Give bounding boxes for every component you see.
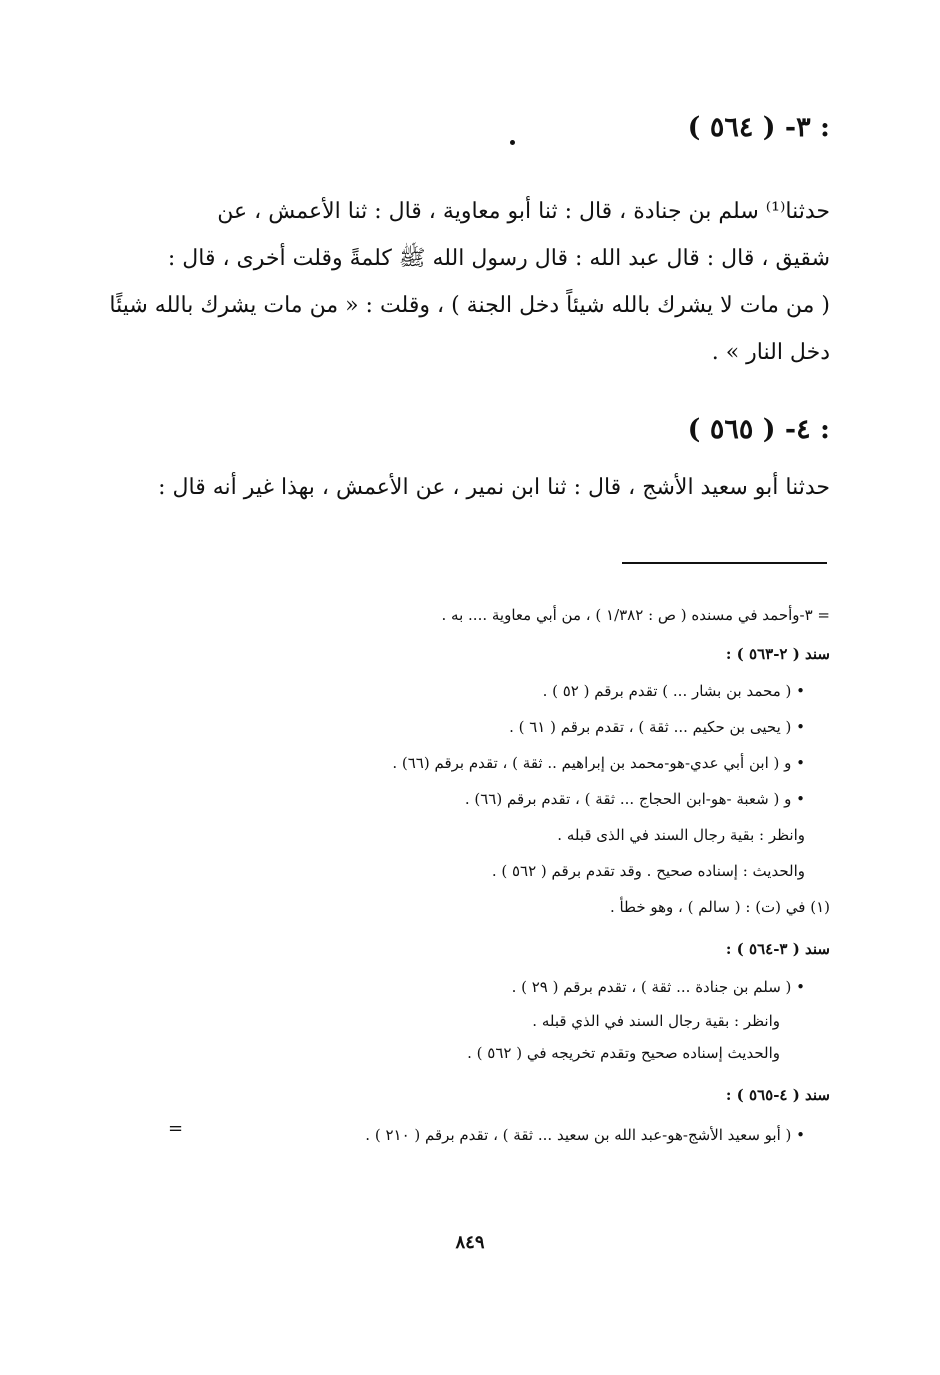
hadith-text-564 (109, 188, 830, 376)
footnote-line: • و ( ابن أبي عدي-هو-محمد بن إبراهيم .. ثقة ) ، تقدم برقم (٦٦) . (392, 754, 805, 772)
continuation-mark: = (168, 1118, 184, 1139)
footnote-line: والحديث إسناده صحيح وتقدم تخريجه في ( ٥٦٢ ) . (467, 1044, 780, 1062)
hadith-564-line-2: شقيق ، قال : قال عبد الله : قال رسول الله ﷺ كلمةً وقلت أخرى ، قال : (167, 246, 830, 271)
footnote-line: والحديث : إسناده صحيح . وقد تقدم برقم ( ٥٦٢ ) . (491, 862, 805, 880)
page-number: ٨٤٩ (455, 1232, 485, 1253)
hadith-564-line-1: حدثنا⁽¹⁾ سلم بن جنادة ، قال : ثنا أبو معاوية ، قال : ثنا الأعمش ، عن (217, 199, 830, 224)
hadith-heading-565: ٤- ( ٥٦٥ ) : (687, 414, 830, 445)
ink-speck (510, 140, 515, 145)
hadith-text-565 (160, 464, 830, 511)
hadith-565-line-1: حدثنا أبو سعيد الأشج ، قال : ثنا ابن نمير ، عن الأعمش ، بهذا غير أنه قال : (158, 475, 830, 500)
footnote-line: • ( سلم بن جنادة ... ثقة ) ، تقدم برقم ( ٢٩ ) . (511, 978, 805, 996)
footnote-line: وانظر : بقية رجال السند في الذى قبله . (557, 826, 805, 844)
footnote-line: • ( يحيى بن حكيم ... ثقة ) ، تقدم برقم ( ٦١ ) . (509, 718, 805, 736)
footnote-line: (١) في (ت) : ( سالم ) ، وهو خطأ . (609, 898, 830, 916)
footnote-heading: سند ( ٤-٥٦٥ ) : (725, 1086, 830, 1104)
hadith-heading-564: ٣- ( ٥٦٤ ) : (687, 112, 830, 143)
footnote-line: • ( أبو سعيد الأشج-هو-عبد الله بن سعيد ... ثقة ) ، تقدم برقم ( ٢١٠ ) . (365, 1126, 805, 1144)
footnote-separator (622, 562, 827, 564)
footnote-line: • و ( شعبة -هو-ابن الحجاج ... ثقة ) ، تقدم برقم (٦٦) . (464, 790, 805, 808)
footnote-line: = ٣-وأحمد في مسنده ( ص : ١/٣٨٢ ) ، من أبي معاوية .... به . (441, 606, 830, 624)
footnote-heading: سند ( ٣-٥٦٤ ) : (725, 940, 830, 958)
hadith-564-line-4: دخل النار » . (711, 340, 830, 365)
hadith-564-line-3: ( من مات لا يشرك بالله شيئاً دخل الجنة ) ، وقلت : « من مات يشرك بالله شيئًا (109, 293, 830, 318)
footnote-line: وانظر : بقية رجال السند في الذي قبله . (532, 1012, 780, 1030)
footnote-heading: سند ( ٢-٥٦٣ ) : (725, 645, 830, 663)
footnote-line: • ( محمد بن بشار ... ) تقدم برقم ( ٥٢ ) . (542, 682, 805, 700)
